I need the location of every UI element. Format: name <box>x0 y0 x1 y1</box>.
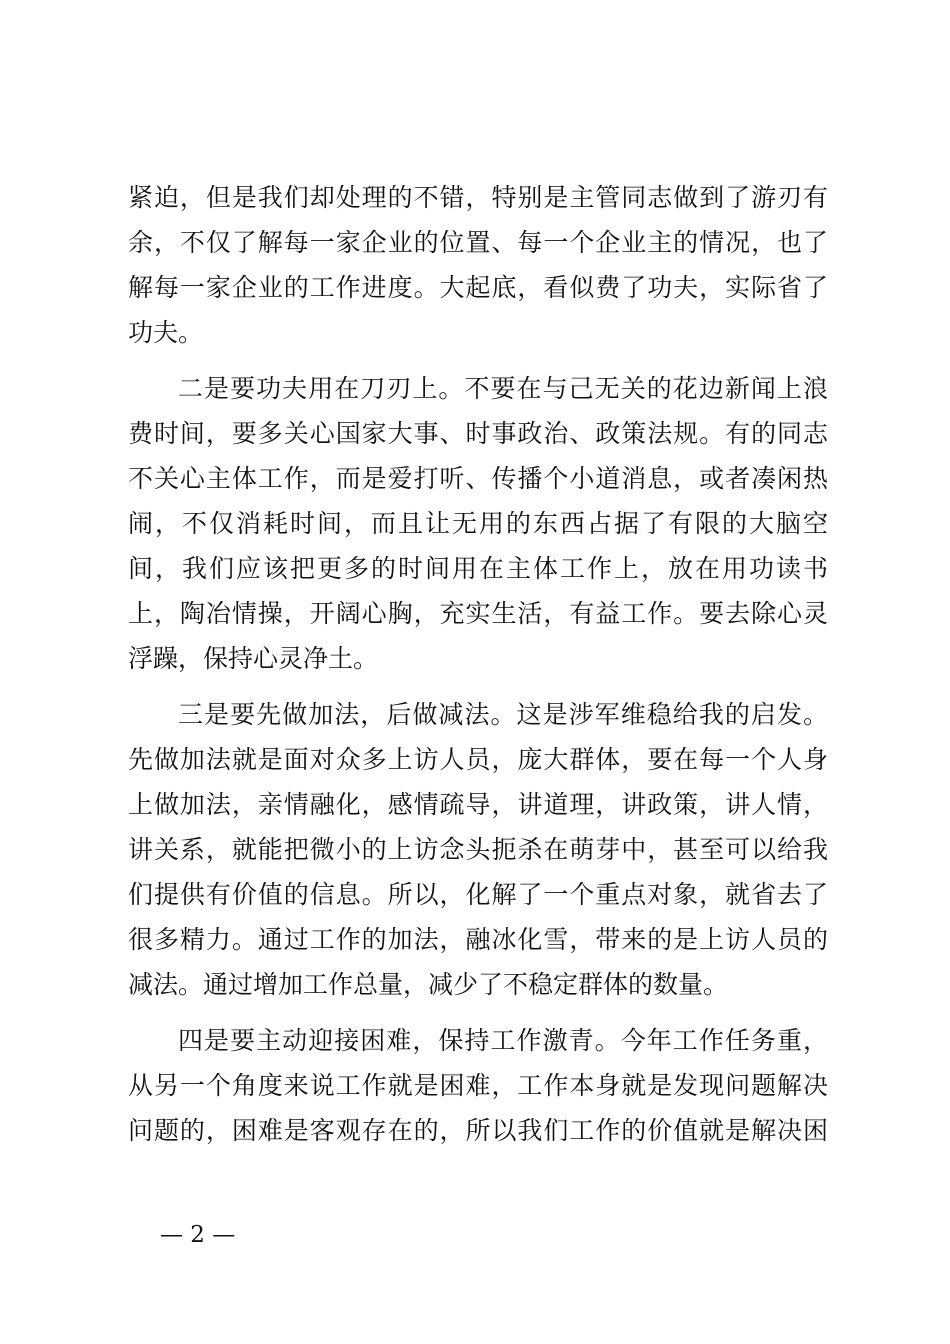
text-line: 讲关系，就能把微小的上访念头扼杀在萌芽中，甚至可以给我 <box>128 835 828 864</box>
text-line: 从另一个角度来说工作就是困难，工作本身就是发现问题解决 <box>128 1071 828 1100</box>
text-line: 先做加法就是面对众多上访人员，庞大群体，要在每一个人身 <box>128 745 828 774</box>
text-line: 不关心主体工作，而是爱打听、传播个小道消息，或者凑闲热 <box>128 464 828 493</box>
text-line: 浮躁，保持心灵净土。 <box>128 644 379 673</box>
text-line: 四是要主动迎接困难，保持工作激青。今年工作任务重， <box>178 1026 828 1055</box>
text-line: 闹，不仅消耗时间，而且让无用的东西占据了有限的大脑空 <box>128 509 828 538</box>
text-line: 们提供有价值的信息。所以，化解了一个重点对象，就省去了 <box>128 880 828 909</box>
text-line: 紧迫，但是我们却处理的不错，特别是主管同志做到了游刃有 <box>128 183 828 212</box>
text-line: 上做加法，亲情融化，感情疏导，讲道理，讲政策，讲人情， <box>128 790 828 819</box>
text-line: 二是要功夫用在刀刃上。不要在与己无关的花边新闻上浪 <box>178 374 828 403</box>
text-line: 解每一家企业的工作进度。大起底，看似费了功夫，实际省了 <box>128 273 828 302</box>
text-line: 功夫。 <box>128 318 204 347</box>
text-line: 余，不仅了解每一家企业的位置、每一个企业主的情况，也了 <box>128 228 828 257</box>
text-line: 上，陶冶情操，开阔心胸，充实生活，有益工作。要去除心灵 <box>128 599 828 628</box>
page-number: — 2 — <box>160 1222 236 1248</box>
text-line: 间，我们应该把更多的时间用在主体工作上，放在用功读书 <box>128 554 828 583</box>
text-line: 三是要先做加法，后做减法。这是涉军维稳给我的启发。 <box>178 700 828 729</box>
text-line: 费时间，要多关心国家大事、时事政治、政策法规。有的同志 <box>128 419 828 448</box>
text-line: 减法。通过增加工作总量，减少了不稳定群体的数量。 <box>128 970 729 999</box>
text-line: 很多精力。通过工作的加法，融冰化雪，带来的是上访人员的 <box>128 925 828 954</box>
text-line: 问题的，困难是客观存在的，所以我们工作的价值就是解决困 <box>128 1116 828 1145</box>
